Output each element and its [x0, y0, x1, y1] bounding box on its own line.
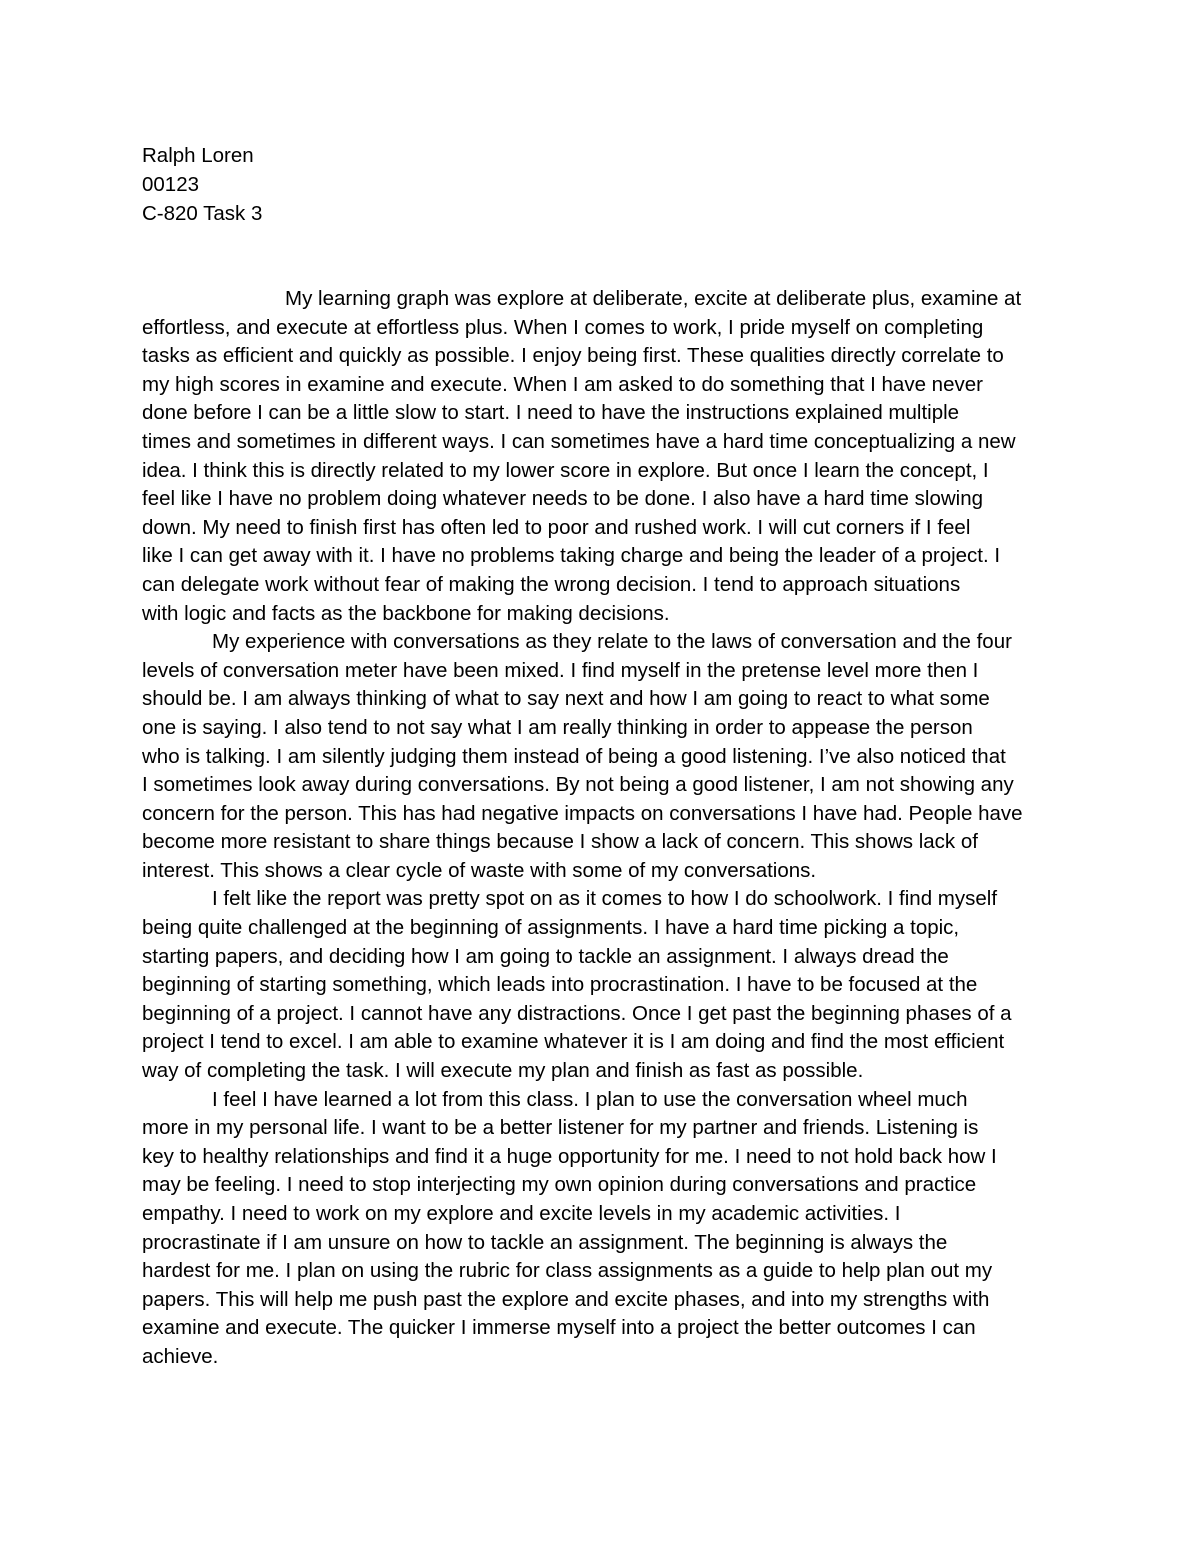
paragraph-line: can delegate work without fear of making the wrong decision. I tend to approach situations — [142, 572, 961, 596]
paragraph-line: key to healthy relationships and find it a huge opportunity for me. I need to not hold back how I — [142, 1144, 997, 1168]
paragraph-line: my high scores in examine and execute. When I am asked to do something that I have never — [142, 372, 983, 396]
essay-body — [142, 285, 1072, 1372]
paragraph-line: empathy. I need to work on my explore and excite levels in my academic activities. I — [142, 1202, 901, 1225]
paragraph-line: levels of conversation meter have been mixed. I find myself in the pretense level more then I — [142, 658, 979, 682]
paragraph — [142, 628, 1072, 885]
paragraph-line: with logic and facts as the backbone for making decisions. — [142, 601, 670, 625]
paragraph-line: down. My need to finish first has often led to poor and rushed work. I will cut corners if I feel — [142, 515, 971, 539]
paragraph-line: effortless, and execute at effortless plus. When I comes to work, I pride myself on completing — [142, 315, 984, 339]
document-header — [142, 141, 1072, 228]
paragraph-line: beginning of a project. I cannot have any distractions. Once I get past the beginning phases of a — [142, 1001, 1012, 1025]
paragraph-line: one is saying. I also tend to not say what I am really thinking in order to appease the person — [142, 715, 973, 739]
author-name: Ralph Loren — [142, 144, 254, 167]
paragraph-line: who is talking. I am silently judging them instead of being a good listening. I’ve also noticed that — [142, 744, 1006, 768]
paragraph-line: examine and execute. The quicker I immerse myself into a project the better outcomes I can — [142, 1316, 976, 1340]
paragraph-line: being quite challenged at the beginning of assignments. I have a hard time picking a topic, — [142, 916, 960, 940]
student-id: 00123 — [142, 173, 200, 196]
paragraph-line: I sometimes look away during conversations. By not being a good listener, I am not showing any — [142, 773, 1014, 797]
paragraph-line: feel like I have no problem doing whatever needs to be done. I also have a hard time slowing — [142, 487, 984, 511]
paragraph-line: idea. I think this is directly related to my lower score in explore. But once I learn the concept, I — [142, 458, 989, 482]
paragraph-line: procrastinate if I am unsure on how to tackle an assignment. The beginning is always the — [142, 1230, 948, 1254]
paragraph-line: become more resistant to share things because I show a lack of concern. This shows lack of — [142, 830, 978, 854]
paragraph-line: starting papers, and deciding how I am going to tackle an assignment. I always dread the — [142, 944, 949, 968]
course-task: C-820 Task 3 — [142, 202, 263, 225]
paragraph-line: should be. I am always thinking of what to say next and how I am going to react to what some — [142, 687, 990, 711]
paragraph-line: I felt like the report was pretty spot on as it comes to how I do schoolwork. I find myself — [212, 887, 998, 911]
paragraph-line: more in my personal life. I want to be a better listener for my partner and friends. Listening is — [142, 1116, 979, 1140]
paragraph-line: My experience with conversations as they relate to the laws of conversation and the four — [212, 630, 1012, 654]
paragraph-line: way of completing the task. I will execute my plan and finish as fast as possible. — [142, 1059, 864, 1083]
paragraph — [142, 1086, 1072, 1372]
paragraph-line: may be feeling. I need to stop interjecting my own opinion during conversations and practice — [142, 1173, 977, 1197]
paragraph-line: interest. This shows a clear cycle of waste with some of my conversations. — [142, 858, 817, 882]
paragraph-line: concern for the person. This has had negative impacts on conversations I have had. People have — [142, 801, 1023, 825]
paragraph-line: My learning graph was explore at deliberate, excite at deliberate plus, examine at — [285, 287, 1022, 310]
paragraph-line: tasks as efficient and quickly as possible. I enjoy being first. These qualities directly correlate to — [142, 344, 1004, 368]
paragraph — [142, 285, 1072, 628]
paragraph-line: project I tend to excel. I am able to examine whatever it is I am doing and find the most efficient — [142, 1030, 1005, 1054]
paragraph-line: beginning of starting something, which leads into procrastination. I have to be focused at the — [142, 973, 978, 997]
paragraph-line: achieve. — [142, 1344, 219, 1368]
paragraph-line: like I can get away with it. I have no problems taking charge and being the leader of a project. I — [142, 544, 1001, 568]
paragraph — [142, 885, 1072, 1085]
paragraph-line: hardest for me. I plan on using the rubric for class assignments as a guide to help plan out my — [142, 1259, 993, 1283]
paragraph-line: papers. This will help me push past the explore and excite phases, and into my strengths with — [142, 1287, 990, 1311]
paragraph-line: I feel I have learned a lot from this class. I plan to use the conversation wheel much — [212, 1087, 968, 1111]
paragraph-line: done before I can be a little slow to start. I need to have the instructions explained multiple — [142, 401, 960, 425]
paragraph-line: times and sometimes in different ways. I can sometimes have a hard time conceptualizing a new — [142, 429, 1016, 453]
